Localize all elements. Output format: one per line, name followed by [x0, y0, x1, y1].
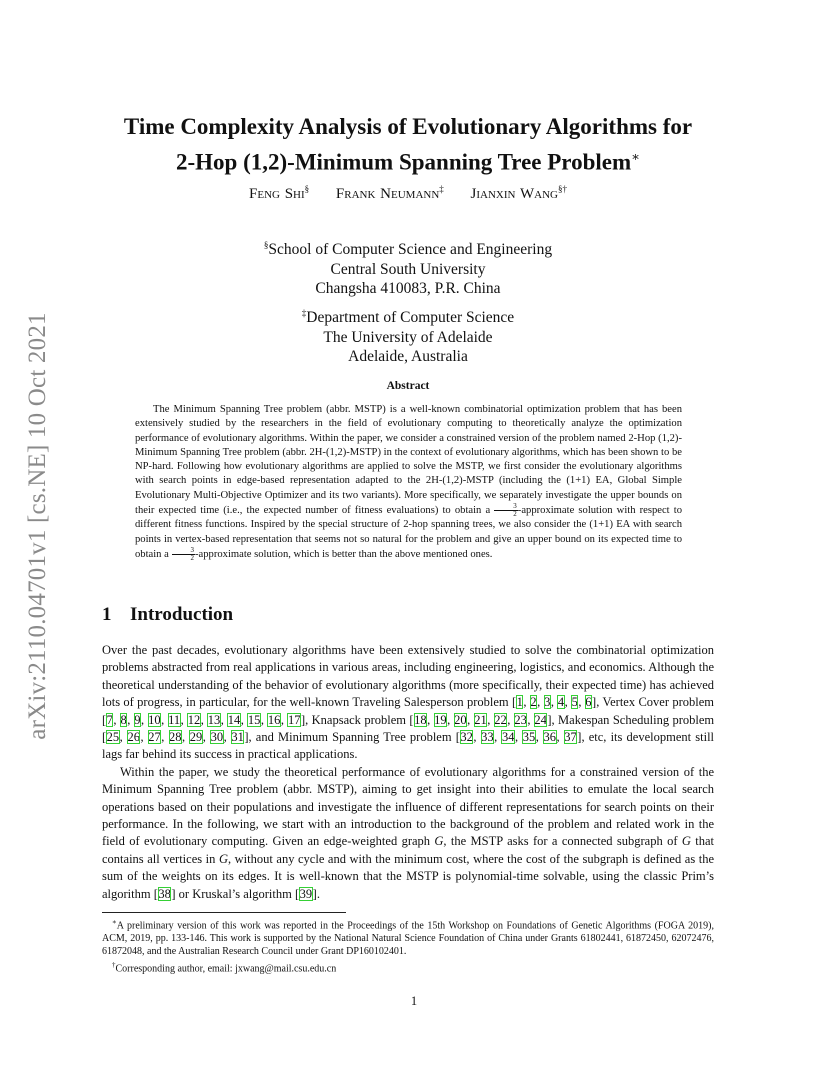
citation-link[interactable]: 15 — [247, 712, 261, 727]
citation-link[interactable]: 27 — [148, 730, 161, 745]
affiliation-csu: §School of Computer Science and Engineering Central South University Changsha 410083, P.R. China — [263, 240, 553, 298]
title-line-2: 2-Hop (1,2)-Minimum Spanning Tree Problem∗ — [176, 149, 640, 175]
author-name: Frank Neumann — [335, 186, 440, 202]
citation-link[interactable]: 7 — [106, 712, 113, 727]
title-line-1: Time Complexity Analysis of Evolutionary Algorithms for — [123, 114, 693, 139]
citation-link[interactable]: 31 — [231, 730, 244, 745]
fraction-three-halves: $\frac{3}{2}$ — [172, 547, 196, 562]
author-name: Feng Shi — [249, 186, 305, 202]
affiliation-mark: § — [263, 240, 269, 250]
citation-link[interactable]: 19 — [434, 712, 447, 727]
citation-link[interactable]: 5 — [571, 695, 578, 710]
citation-link[interactable]: 22 — [494, 712, 507, 727]
citation-link[interactable]: 25 — [106, 730, 120, 745]
citation-link[interactable]: 13 — [207, 712, 221, 727]
abstract-heading: Abstract — [386, 380, 430, 392]
section-heading-introduction: 1 Introduction — [102, 604, 234, 625]
citation-link[interactable]: 21 — [474, 712, 487, 727]
intro-paragraph-2: Within the paper, we study the theoretical performance of evolutionary algorithms for a constrained version of the Minimum Spanning Tree problem (abbr. MSTP), aiming to get insight into their abilities to emulate the local search operations based on their populations and investigate the influence of different representations for search points on their performance. In the following, we start with an introduction to the background of the problem and related work in the field of evolutionary computing. Given an edge-weighted graph G, the MSTP asks for a connected subgraph of G that contains all vertices in G, without any cycle and with the minimum cost, where the cost of the subgraph is defined as the sum of the weights on its edges. It is well-known that the MSTP is polynomial-time solvable, using the classic Prim’s algorithm [38] or Kruskal’s algorithm [39]. — [102, 764, 714, 901]
citation-link[interactable]: 34 — [501, 730, 515, 745]
citation-link[interactable]: 36 — [543, 730, 557, 745]
introduction-body — [102, 642, 714, 903]
citation-link[interactable]: 32 — [460, 730, 473, 745]
author-mark: § — [304, 184, 310, 194]
citation-link[interactable]: 33 — [481, 730, 494, 745]
footnote-rule — [102, 912, 346, 913]
paper-title — [100, 112, 716, 178]
author-list — [100, 184, 716, 203]
citation-link[interactable]: 24 — [534, 712, 547, 727]
page-number: 1 — [410, 994, 418, 1008]
citation-link[interactable]: 16 — [267, 712, 281, 727]
footnote-funding: ∗A preliminary version of this work was reported in the Proceedings of the 15th Workshop on Foundations of Genetic Algorithms (FOGA 2019), ACM, 2019, pp. 133-146. This work is supported by the National Natural Science Foundation of China under Grants 61802441, 61872450, 62072476, 61872048, and the Australian Research Council under Grant DP160102401. — [102, 918, 714, 957]
affiliation-adelaide: ‡Department of Computer Science The University of Adelaide Adelaide, Australia — [301, 308, 515, 366]
citation-link[interactable]: 38 — [158, 886, 171, 901]
citation-link[interactable]: 30 — [210, 730, 224, 745]
intro-paragraph-1: Over the past decades, evolutionary algorithms have been extensively studied to solve the combinatorial optimization problems abstracted from real applications in various areas, including engineering, logistics, and economics. Although the theoretical understanding of the behavior of evolutionary algorithms (more specifically, their expected time) has achieved lots of progress, in particular, for the well-known Traveling Salesperson problem [1, 2, 3, 4, 5, 6], Vertex Cover problem [7, 8, 9, 10, 11, 12, 13, 14, 15, 16, 17], Knapsack problem [18, 19, 20, 21, 22, 23, 24], Makespan Scheduling problem [25, 26, 27, 28, 29, 30, 31], and Minimum Spanning Tree problem [32, 33, 34, 35, 36, 37], etc, its development still lags far behind its success in practical applications. — [102, 643, 715, 762]
citation-link[interactable]: 2 — [530, 695, 537, 710]
citation-link[interactable]: 28 — [169, 730, 182, 745]
citation-link[interactable]: 9 — [134, 712, 141, 727]
citation-link[interactable]: 29 — [189, 730, 203, 745]
author-mark: §† — [557, 184, 567, 194]
citation-link[interactable]: 17 — [287, 712, 301, 727]
citation-link[interactable]: 3 — [544, 695, 551, 710]
citation-link[interactable]: 35 — [522, 730, 536, 745]
affiliation-mark: ‡ — [301, 308, 307, 318]
citation-link[interactable]: 26 — [127, 730, 140, 745]
citation-link[interactable]: 23 — [514, 712, 527, 727]
author-mark: ‡ — [439, 184, 444, 194]
citation-link[interactable]: 37 — [564, 730, 577, 745]
citation-link[interactable]: 10 — [148, 712, 161, 727]
citation-link[interactable]: 1 — [516, 695, 523, 710]
arxiv-stamp: arXiv:2110.04701v1 [cs.NE] 10 Oct 2021 — [24, 312, 51, 740]
citation-link[interactable]: 6 — [585, 695, 592, 710]
abstract-body: The Minimum Spanning Tree problem (abbr. MSTP) is a well-known combinatorial optimization problem that has been extensively studied by the researchers in the field of evolutionary computing to theoretically analyze the optimization performance of evolutionary algorithms. Within the paper, we consider a constrained version of the problem named 2-Hop (1,2)-Minimum Spanning Tree problem (abbr. 2H-(1,2)-MSTP) in the context of evolutionary algorithms, which has been shown to be NP-hard. Following how evolutionary algorithms are applied to solve the MSTP, we first consider the evolutionary algorithms with search points in edge-based representation adapted to the 2H-(1,2)-MSTP (including the (1+1) EA, Global Simple Evolutionary Multi-Objective Optimizer and its two variants). More specifically, we separately investigate the upper bounds on their expected time (i.e., the expected number of fitness evaluations) to obtain a $\frac{3}{2}$ -approximate solution with respect to different fitness functions. Inspired by the special structure of 2-hop spanning trees, we also consider the (1+1) EA with search points in vertex-based representation that seems not so natural for the problem and give an upper bound on its expected time to obtain a $\frac{3}{2}$ -approximate solution, which is better than the above mentioned ones. — [135, 404, 682, 562]
footnote-corresponding-author: †Corresponding author, email: jxwang@mail.csu.edu.cn — [112, 960, 337, 975]
title-footnote-mark: ∗ — [631, 149, 640, 164]
citation-link[interactable]: 39 — [299, 886, 313, 901]
citation-link[interactable]: 11 — [168, 712, 181, 727]
citation-link[interactable]: 8 — [120, 712, 127, 727]
author-name: Jianxin Wang — [470, 186, 558, 202]
footnotes — [102, 916, 714, 976]
fraction-three-halves: $\frac{3}{2}$ — [494, 503, 518, 518]
citation-link[interactable]: 12 — [187, 712, 201, 727]
citation-link[interactable]: 18 — [414, 712, 427, 727]
citation-link[interactable]: 14 — [227, 712, 241, 727]
citation-link[interactable]: 4 — [557, 695, 565, 710]
citation-link[interactable]: 20 — [454, 712, 467, 727]
